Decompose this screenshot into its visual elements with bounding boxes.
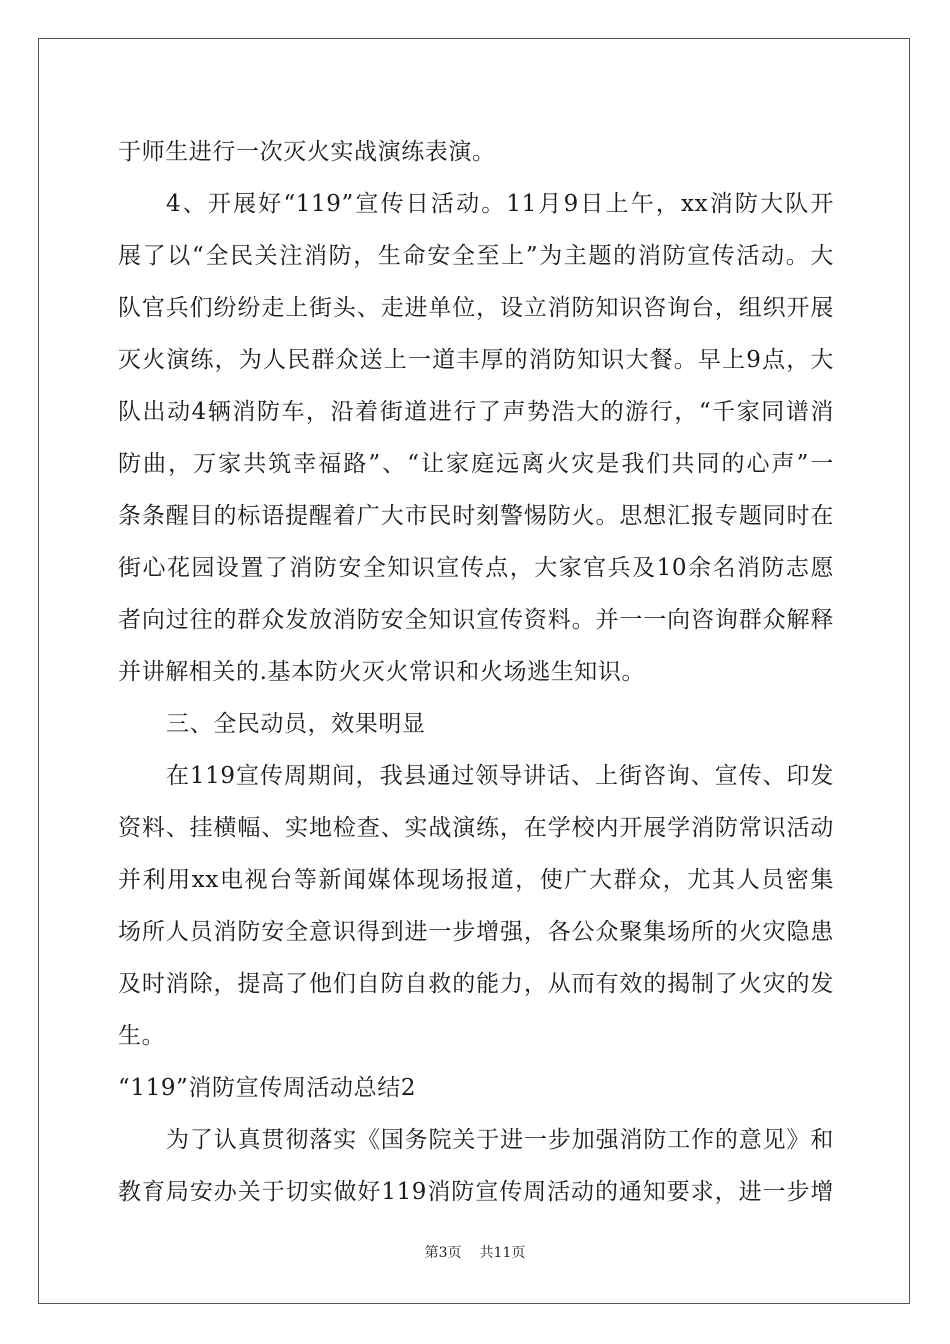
text-line: 4、开展好“119”宣传日活动。11月9日上午，xx消防大队开 <box>166 191 834 217</box>
page-footer <box>0 1244 950 1262</box>
text-line: 条条醒目的标语提醒着广大市民时刻警惕防火。思想汇报专题同时在 <box>118 503 834 529</box>
text-line: 资料、挂横幅、实地检查、实战演练，在学校内开展学消防常识活动 <box>118 815 834 841</box>
text-line: 灭火演练，为人民群众送上一道丰厚的消防知识大餐。早上9点，大 <box>118 347 834 373</box>
text-line: 并讲解相关的.基本防火灭火常识和火场逃生知识。 <box>118 659 646 685</box>
text-line: 场所人员消防安全意识得到进一步增强，各公众聚集场所的火灾隐患 <box>118 919 834 945</box>
text-line: 及时消除，提高了他们自防自救的能力，从而有效的揭制了火灾的发 <box>118 971 834 997</box>
text-line: 为了认真贯彻落实《国务院关于进一步加强消防工作的意见》和 <box>166 1127 834 1153</box>
text-line: 并利用xx电视台等新闻媒体现场报道，使广大群众，尤其人员密集 <box>118 867 834 893</box>
text-line: 在119宣传周期间，我县通过领导讲话、上街咨询、宣传、印发 <box>166 763 834 789</box>
text-line: 者向过往的群众发放消防安全知识宣传资料。并一一向咨询群众解释 <box>118 607 834 633</box>
text-line: 防曲，万家共筑幸福路”、“让家庭远离火灾是我们共同的心声”一 <box>118 451 834 477</box>
document-body <box>118 126 834 1218</box>
section-title: “119”消防宣传周活动总结2 <box>118 1075 417 1101</box>
text-line: 街心花园设置了消防安全知识宣传点，大家官兵及10余名消防志愿 <box>118 555 834 581</box>
text-line: 展了以“全民关注消防，生命安全至上”为主题的消防宣传活动。大 <box>118 243 834 269</box>
text-line: 教育局安办关于切实做好119消防宣传周活动的通知要求，进一步增 <box>118 1179 834 1205</box>
page-number: 第3页 <box>424 1245 462 1261</box>
text-line: 生。 <box>118 1023 166 1049</box>
section-heading: 三、全民动员，效果明显 <box>166 711 426 737</box>
text-line: 队出动4辆消防车，沿着街道进行了声势浩大的游行，“千家同谱消 <box>118 399 834 425</box>
text-line: 于师生进行一次灭火实战演练表演。 <box>118 139 496 165</box>
text-line: 队官兵们纷纷走上街头、走进单位，设立消防知识咨询台，组织开展 <box>118 295 834 321</box>
page-total: 共11页 <box>479 1245 526 1261</box>
